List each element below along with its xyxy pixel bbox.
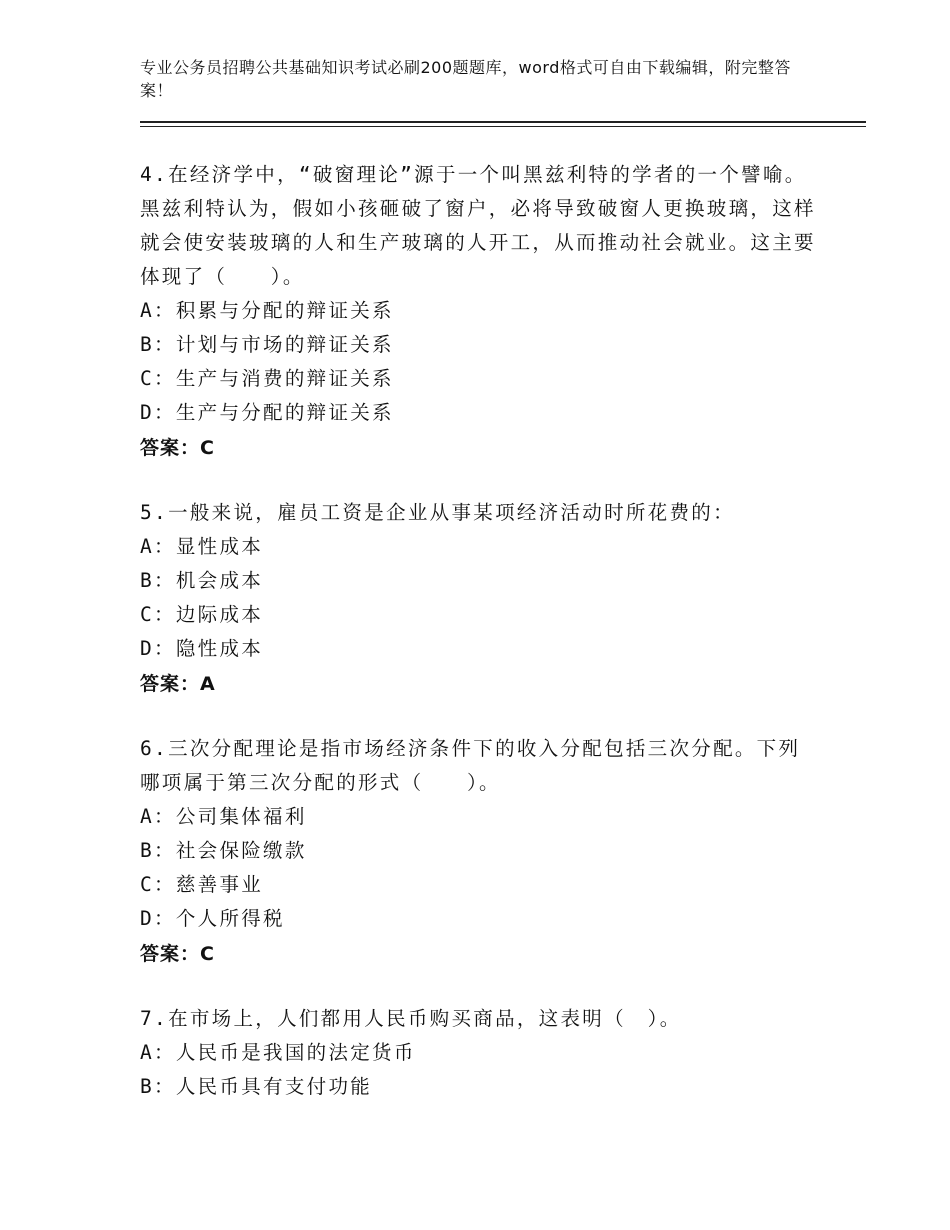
- question-stem: 6.三次分配理论是指市场经济条件下的收入分配包括三次分配。下列哪项属于第三次分配的形式（ ）。: [140, 737, 801, 794]
- option-b: B：人民币具有支付功能: [140, 1075, 373, 1098]
- option-b: B：计划与市场的辩证关系: [140, 333, 394, 356]
- header-rule-thin: [140, 126, 866, 127]
- answer-label: 答案：C: [140, 437, 215, 459]
- answer-label: 答案：C: [140, 943, 215, 965]
- header-rule-thick: [140, 121, 866, 123]
- option-a: A：显性成本: [140, 535, 264, 558]
- question-stem: 5.一般来说，雇员工资是企业从事某项经济活动时所花费的：: [140, 501, 735, 524]
- option-d: D：生产与分配的辩证关系: [140, 401, 394, 424]
- option-a: A：公司集体福利: [140, 805, 307, 828]
- option-b: B：机会成本: [140, 569, 264, 592]
- option-c: C：生产与消费的辩证关系: [140, 367, 394, 390]
- option-c: C：边际成本: [140, 603, 264, 626]
- question-5: [140, 496, 820, 702]
- option-b: B：社会保险缴款: [140, 839, 307, 862]
- option-a: A：人民币是我国的法定货币: [140, 1041, 416, 1064]
- question-stem: 4.在经济学中，“破窗理论”源于一个叫黑兹利特的学者的一个譬喻。黑兹利特认为，假如小孩砸破了窗户，必将导致破窗人更换玻璃，这样就会使安装玻璃的人和生产玻璃的人开工，从而推动社会就业。这主要体现了（ ）。: [140, 163, 816, 288]
- question-4: [140, 158, 820, 466]
- option-d: D：个人所得税: [140, 907, 285, 930]
- document-header: 专业公务员招聘公共基础知识考试必刷200题题库，word格式可自由下载编辑，附完整答案！: [140, 58, 791, 100]
- option-c: C：慈善事业: [140, 873, 264, 896]
- question-stem: 7.在市场上，人们都用人民币购买商品，这表明（ ）。: [140, 1007, 682, 1030]
- option-a: A：积累与分配的辩证关系: [140, 299, 394, 322]
- answer-label: 答案：A: [140, 673, 216, 695]
- question-7: [140, 1002, 820, 1104]
- question-list: [140, 158, 820, 1134]
- option-d: D：隐性成本: [140, 637, 264, 660]
- question-6: [140, 732, 820, 972]
